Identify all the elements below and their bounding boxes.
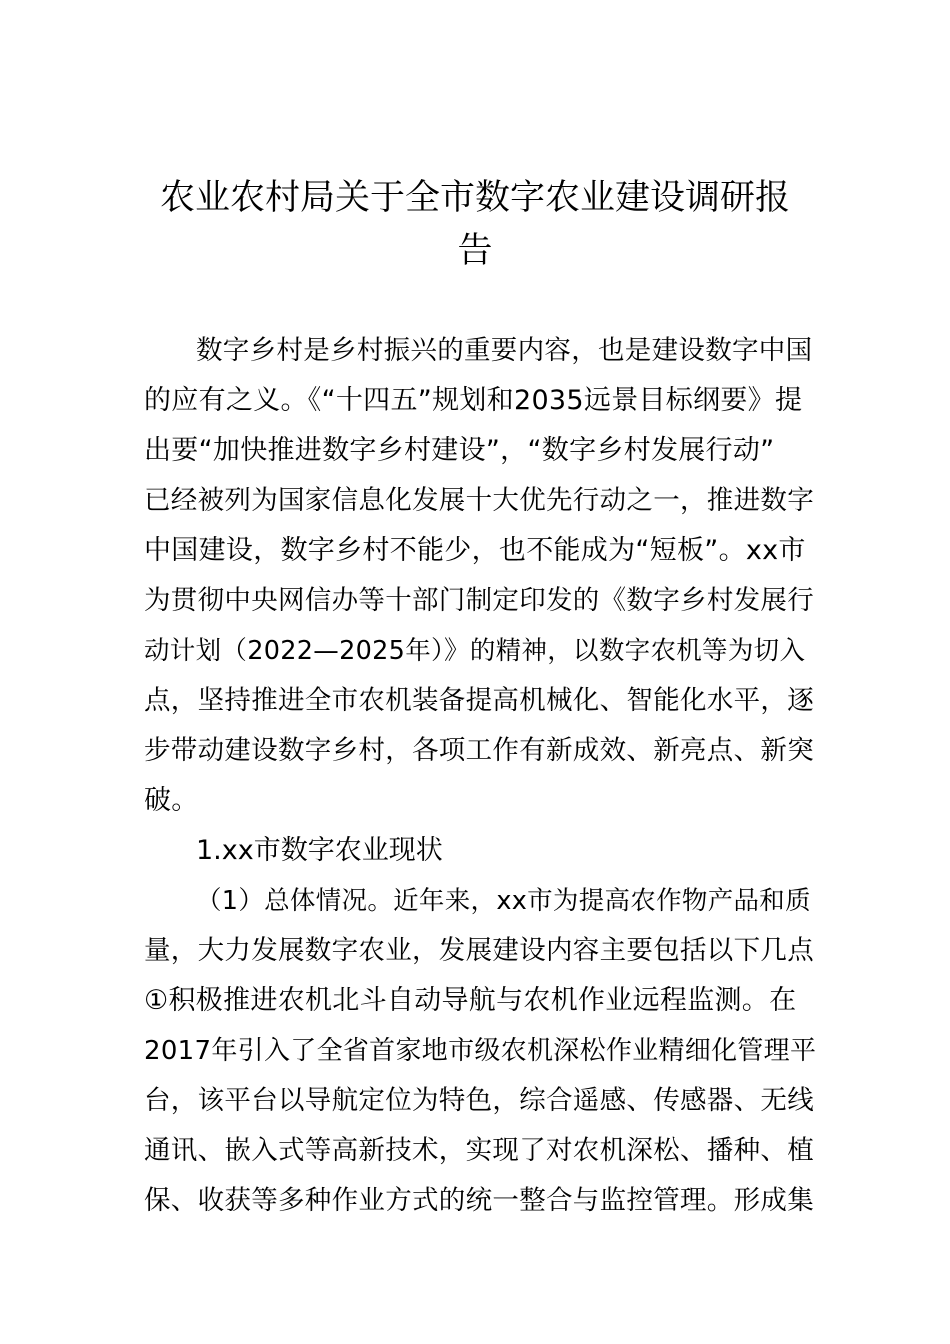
paragraph-line: 的应有之义。《“十四五”规划和2035远景目标纲要》提 (144, 385, 803, 416)
paragraph-line: 台，该平台以导航定位为特色，综合遥感、传感器、无线 (144, 1085, 814, 1116)
paragraph-line: 2017年引入了全省首家地市级农机深松作业精细化管理平 (144, 1036, 817, 1066)
title-line-1: 农业农村局关于全市数字农业建设调研报 (159, 178, 790, 218)
paragraph-line: 中国建设，数字乡村不能少，也不能成为“短板”。xx市 (144, 535, 806, 566)
paragraph-line: 已经被列为国家信息化发展十大优先行动之一，推进数字 (144, 485, 814, 516)
paragraph-line: （1）总体情况。近年来，xx市为提高农作物产品和质 (196, 886, 811, 916)
paragraph-line: ①积极推进农机北斗自动导航与农机作业远程监测。在 (144, 985, 797, 1016)
paragraph-line: 量，大力发展数字农业，发展建设内容主要包括以下几点 (144, 935, 814, 966)
paragraph-overview (144, 876, 816, 1226)
paragraph-line: 通讯、嵌入式等高新技术，实现了对农机深松、播种、植 (144, 1135, 814, 1166)
paragraph-line: 保、收获等多种作业方式的统一整合与监控管理。形成集 (144, 1185, 814, 1216)
paragraph-line: 出要“加快推进数字乡村建设”，“数字乡村发展行动” (144, 435, 775, 466)
title-line-2: 告 (457, 231, 493, 271)
paragraph-line: 为贯彻中央网信办等十部门制定印发的《数字乡村发展行 (144, 585, 814, 616)
paragraph-line: 步带动建设数字乡村，各项工作有新成效、新亮点、新突 (144, 735, 814, 766)
document-body (144, 326, 816, 1226)
paragraph-line: 动计划（2022—2025年）》的精神，以数字农机等为切入 (144, 636, 806, 666)
section-heading: 1.xx市数字农业现状 (196, 835, 443, 866)
paragraph-intro (144, 326, 816, 826)
paragraph-line: 破。 (144, 785, 199, 816)
paragraph-line: 数字乡村是乡村振兴的重要内容，也是建设数字中国 (196, 335, 813, 366)
document-title (140, 172, 810, 278)
paragraph-line: 点，坚持推进全市农机装备提高机械化、智能化水平，逐 (144, 685, 814, 716)
